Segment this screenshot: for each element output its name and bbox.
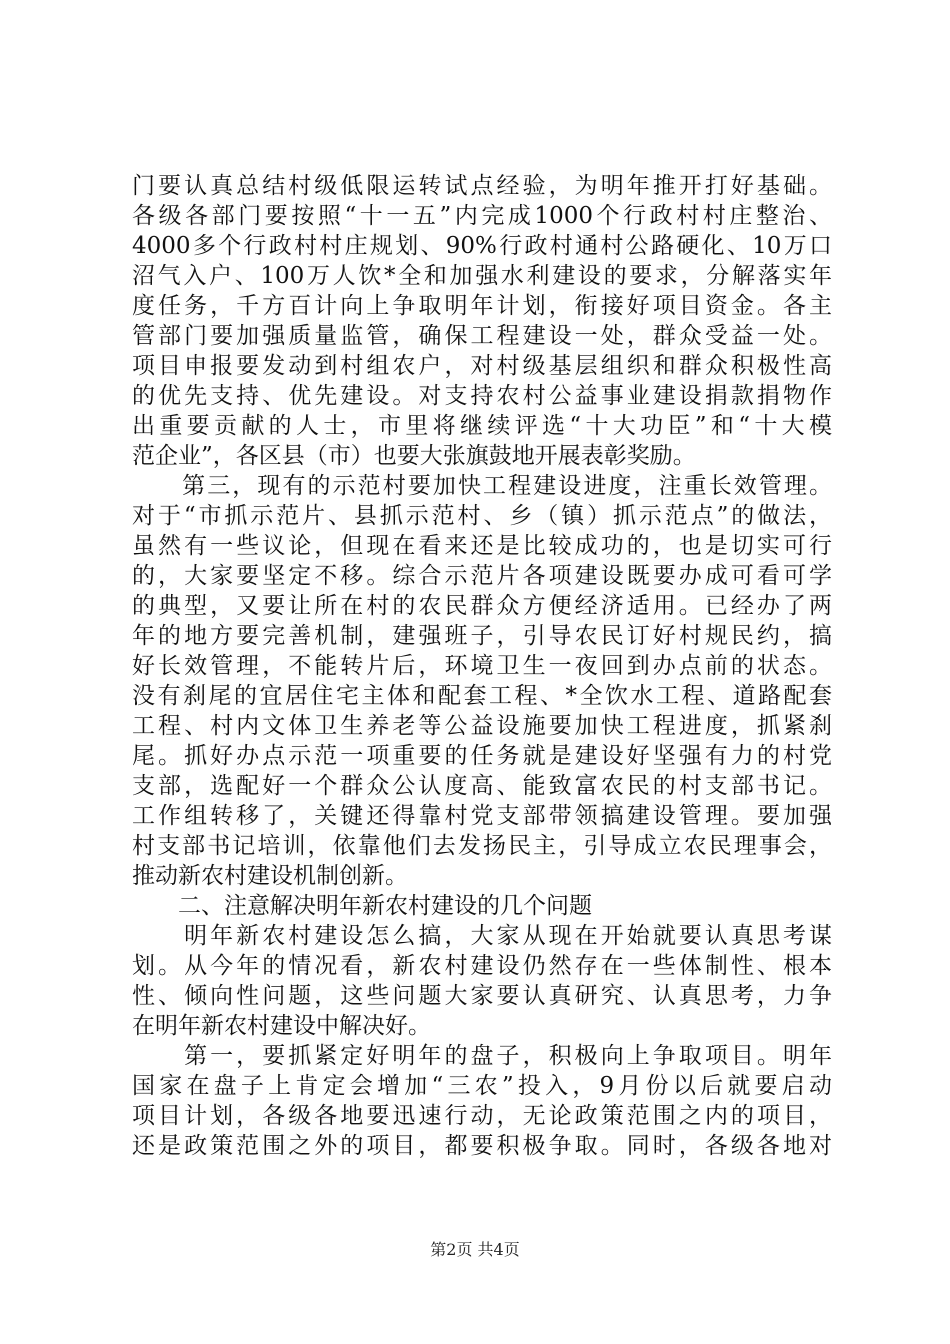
text-line: 项目申报要发动到村组农户，对村级基层组织和群众积极性高 — [132, 353, 832, 379]
text-line: 项目计划，各级各地要迅速行动，无论政策范围之内的项目， — [132, 1103, 832, 1129]
text-line: 二、注意解决明年新农村建设的几个问题 — [132, 893, 592, 919]
text-line: 第三，现有的示范村要加快工程建设进度，注重长效管理。 — [132, 473, 832, 499]
text-line: 沼气入户、100万人饮*全和加强水利建设的要求，分解落实年 — [132, 263, 832, 289]
text-line: 度任务，千方百计向上争取明年计划，衔接好项目资金。各主 — [132, 293, 832, 319]
text-line: 出重要贡献的人士，市里将继续评选“十大功臣”和“十大模 — [132, 413, 832, 439]
text-line: 还是政策范围之外的项目，都要积极争取。同时，各级各地对 — [132, 1133, 832, 1159]
text-line: 管部门要加强质量监管，确保工程建设一处，群众受益一处。 — [132, 323, 832, 349]
text-line: 性、倾向性问题，这些问题大家要认真研究、认真思考，力争 — [132, 983, 832, 1009]
text-line: 村支部书记培训，依靠他们去发扬民主，引导成立农民理事会， — [132, 833, 832, 859]
text-line: 好长效管理，不能转片后，环境卫生一夜回到办点前的状态。 — [132, 653, 832, 679]
text-line: 尾。抓好办点示范一项重要的任务就是建设好坚强有力的村党 — [132, 743, 832, 769]
text-line: 在明年新农村建设中解决好。 — [132, 1013, 431, 1039]
text-line: 4000多个行政村村庄规划、90%行政村通村公路硬化、10万口 — [132, 233, 832, 259]
text-line: 对于“市抓示范片、县抓示范村、乡（镇）抓示范点”的做法， — [132, 503, 832, 529]
text-line: 国家在盘子上肯定会增加“三农”投入，9月份以后就要启动 — [132, 1073, 832, 1099]
page-footer: 第2页 共4页 — [430, 1240, 520, 1259]
text-line: 各级各部门要按照“十一五”内完成1000个行政村村庄整治、 — [132, 203, 832, 229]
text-line: 门要认真总结村级低限运转试点经验，为明年推开打好基础。 — [132, 173, 832, 199]
text-line: 范企业”，各区县（市）也要大张旗鼓地开展表彰奖励。 — [132, 443, 696, 469]
text-line: 的优先支持、优先建设。对支持农村公益事业建设捐款捐物作 — [132, 383, 832, 409]
text-line: 划。从今年的情况看，新农村建设仍然存在一些体制性、根本 — [132, 953, 832, 979]
text-line: 支部，选配好一个群众公认度高、能致富农民的村支部书记。 — [132, 773, 832, 799]
text-line: 推动新农村建设机制创新。 — [132, 863, 408, 889]
text-line: 明年新农村建设怎么搞，大家从现在开始就要认真思考谋 — [132, 923, 832, 949]
text-line: 工作组转移了，关键还得靠村党支部带领搞建设管理。要加强 — [132, 803, 832, 829]
text-line: 的典型，又要让所在村的农民群众方便经济适用。已经办了两 — [132, 593, 832, 619]
text-line: 第一，要抓紧定好明年的盘子，积极向上争取项目。明年 — [132, 1043, 832, 1069]
text-line: 年的地方要完善机制，建强班子，引导农民订好村规民约，搞 — [132, 623, 832, 649]
text-line: 工程、村内文体卫生养老等公益设施要加快工程进度，抓紧刹 — [132, 713, 832, 739]
text-line: 虽然有一些议论，但现在看来还是比较成功的，也是切实可行 — [132, 533, 832, 559]
text-line: 没有刹尾的宜居住宅主体和配套工程、*全饮水工程、道路配套 — [132, 683, 832, 709]
text-line: 的，大家要坚定不移。综合示范片各项建设既要办成可看可学 — [132, 563, 832, 589]
document-body — [132, 171, 832, 1161]
